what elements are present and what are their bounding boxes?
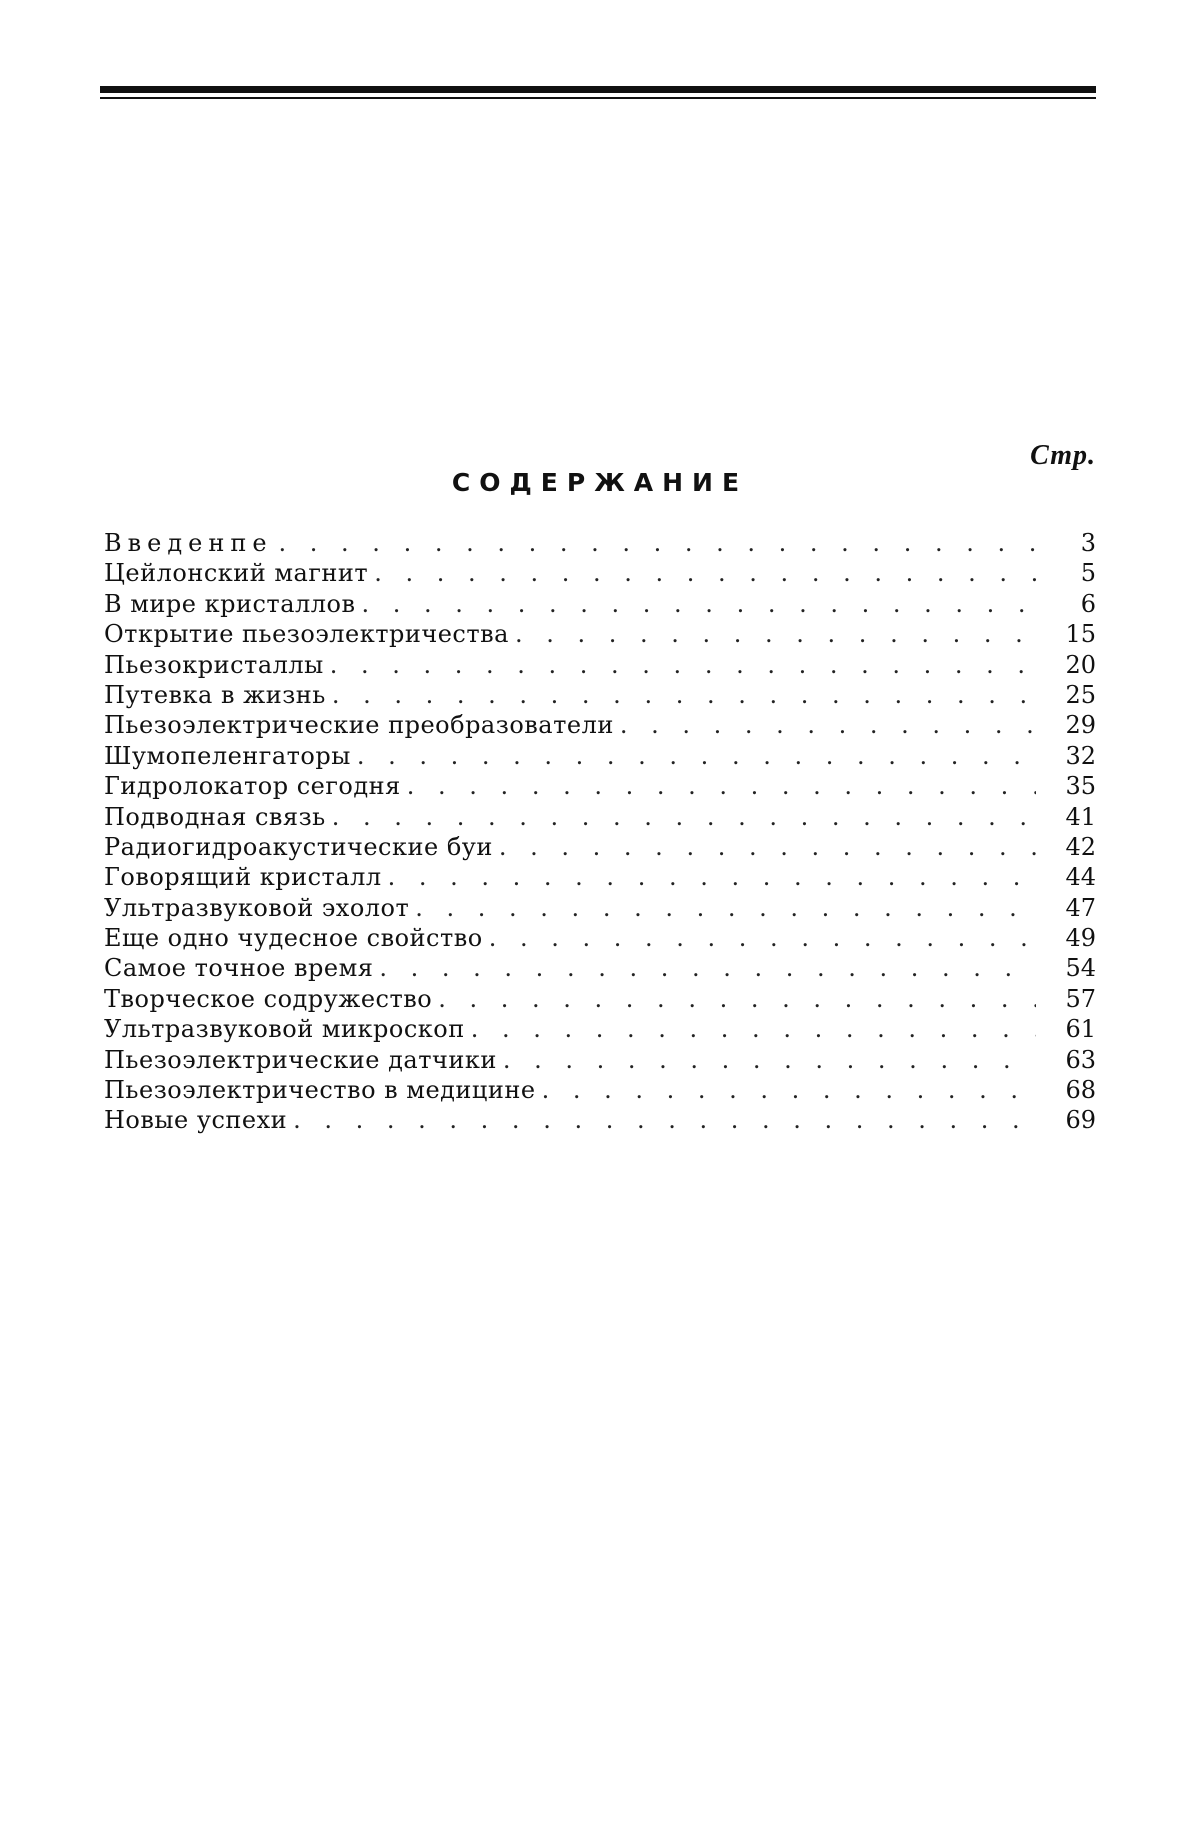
toc-entry[interactable] [104,832,1096,862]
top-rule-thin [100,97,1096,99]
toc-entry-page: 54 [1065,954,1096,983]
toc-entry[interactable] [104,984,1096,1014]
toc-entry-page: 32 [1065,741,1096,770]
toc-entry-page: 57 [1065,984,1096,1013]
dot-leader [620,710,1036,740]
toc-entry-title: Пьезоэлектрические преобразователи [104,711,614,740]
toc-entry[interactable] [104,1075,1096,1105]
toc-entry[interactable] [104,802,1096,832]
dot-leader [361,589,1036,619]
toc-entry-title: Цейлонский магнит [104,559,369,588]
toc-entry-title: Ультразвуковой эхолот [104,893,410,922]
toc-entry[interactable] [104,862,1096,892]
toc-entry-page: 20 [1065,650,1096,679]
dot-leader [332,802,1036,832]
dot-leader [415,893,1036,923]
dot-leader [503,1045,1036,1075]
toc-entry-title: Творческое содружество [104,984,433,1013]
toc-entry-page: 63 [1065,1045,1096,1074]
dot-leader [330,650,1036,680]
toc-entry[interactable] [104,680,1096,710]
toc-entry-page: 3 [1080,529,1096,557]
toc-entry-page: 42 [1065,832,1096,861]
toc-entry-page: 5 [1080,559,1096,588]
top-rule-thick [100,86,1096,93]
toc-entry-page: 29 [1065,711,1096,740]
toc-entry[interactable] [104,650,1096,680]
dot-leader [374,558,1036,588]
toc-entry[interactable] [104,893,1096,923]
toc-entry-page: 69 [1065,1106,1096,1135]
toc-entry-page: 68 [1065,1076,1096,1105]
toc-entry-title: Открытие пьезоэлектричества [104,620,509,649]
toc-entry-title: Еще одно чудесное свойство [104,924,483,953]
toc-entry-title: Ультразвуковой микроскоп [104,1015,465,1044]
toc-entry-page: 15 [1065,620,1096,649]
toc-entry-title: Шумопеленгаторы [104,741,351,770]
dot-leader [438,984,1036,1014]
toc-entry[interactable] [104,558,1096,588]
toc-entry-page: 61 [1065,1015,1096,1044]
toc-entry[interactable] [104,923,1096,953]
page-column-label: Стр. [1030,440,1096,471]
toc-entry-page: 41 [1065,802,1096,831]
toc-entry-page: 6 [1080,589,1096,618]
toc-entry-page: 44 [1065,863,1096,892]
toc-entry-title: Говорящий кристалл [104,863,382,892]
dot-leader [542,1075,1036,1105]
toc-entry[interactable] [104,619,1096,649]
toc-entry-title: Пьезокристаллы [104,650,324,679]
toc-entry[interactable] [104,589,1096,619]
dot-leader [489,923,1036,953]
toc-entry-title: Путевка в жизнь [104,680,326,709]
toc-entry[interactable] [104,1014,1096,1044]
dot-leader [379,953,1036,983]
toc-entry[interactable] [104,771,1096,801]
dot-leader [332,680,1036,710]
toc-entry-title: В мире кристаллов [104,589,356,618]
toc-entry-title: Пьезоэлектричество в медицине [104,1076,536,1105]
toc-entry-title: Новые успехи [104,1106,288,1135]
toc-entry-title: Пьезоэлектрические датчики [104,1045,497,1074]
dot-leader [515,619,1036,649]
toc-entry-title: Радиогидроакустические буи [104,832,493,861]
toc-entry-title: Самое точное время [104,954,374,983]
dot-leader [279,528,1036,558]
toc-entry[interactable] [104,1105,1096,1135]
toc-entry[interactable] [104,1045,1096,1075]
toc-entry-title: Гидролокатор сегодня [104,772,401,801]
toc-entry-page: 35 [1065,772,1096,801]
toc-entry-title: Подводная связь [104,802,326,831]
toc-entry-page: 49 [1065,924,1096,953]
dot-leader [499,832,1036,862]
toc-entry[interactable] [104,953,1096,983]
page-title: СОДЕРЖАНИЕ [451,468,749,497]
dot-leader [388,862,1036,892]
toc-entry-page: 47 [1065,893,1096,922]
toc-entry-page: 25 [1065,680,1096,709]
dot-leader [407,771,1036,801]
dot-leader [357,741,1036,771]
dot-leader [471,1014,1036,1044]
dot-leader [293,1105,1036,1135]
toc-entry[interactable] [104,710,1096,740]
table-of-contents [104,528,1096,1136]
toc-entry[interactable] [104,528,1096,558]
toc-entry[interactable] [104,741,1096,771]
toc-entry-title: Введенпе [104,529,273,557]
